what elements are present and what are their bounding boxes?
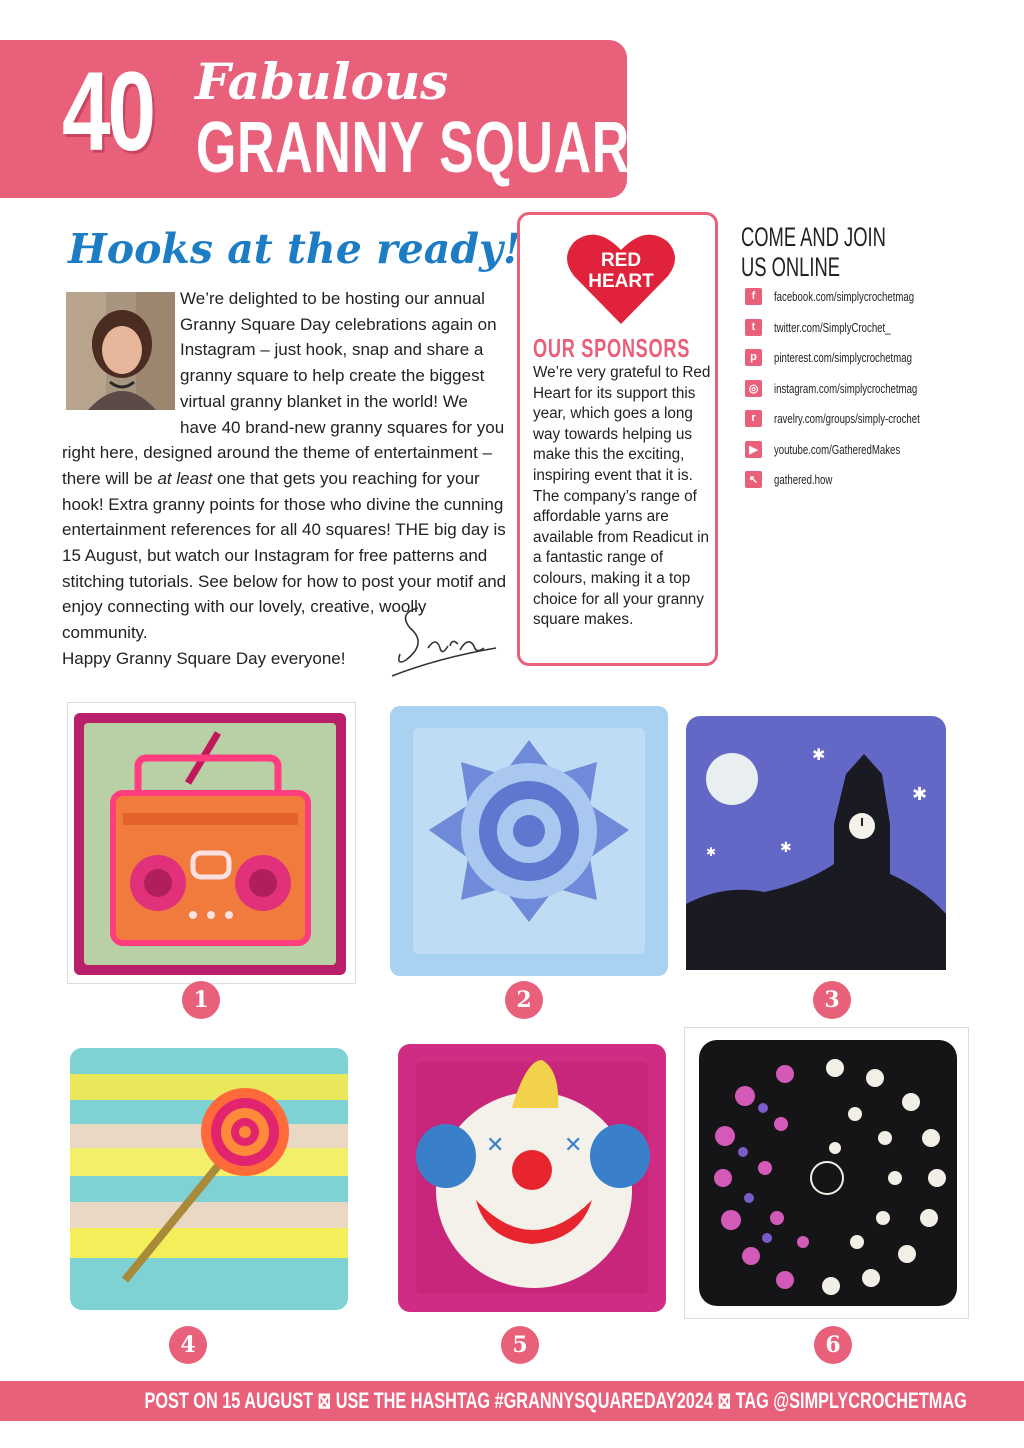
- social-link-text: ravelry.com/groups/simply-crochet: [774, 410, 920, 426]
- social-link-text: pinterest.com/simplycrochetmag: [774, 349, 912, 365]
- social-link-website[interactable]: [745, 470, 853, 488]
- svg-text:✕: ✕: [486, 1133, 505, 1158]
- cursor-icon: ↖: [745, 471, 762, 488]
- header-word-fabulous: Fabulous: [195, 52, 449, 111]
- footer-text: [0, 1381, 1024, 1421]
- granny-square-3: [684, 714, 948, 972]
- header-title: GRANNY SQUARES: [196, 108, 701, 188]
- social-title-line1: COME AND JOIN: [741, 222, 886, 252]
- footer-text-content: POST ON 15 AUGUST ⊠ USE THE HASHTAG #GRANNYSQUAREDAY2024 ⊠ TAG @SIMPLYCROCHETMAG: [144, 1388, 967, 1413]
- square-number-badge: 3: [813, 981, 851, 1019]
- intro-paragraph: We’re delighted to be hosting our annual Granny Square Day celebrations again on Instagram – just hook, snap and share a granny square to help create the biggest virtual granny blanket in the world! We have 40 brand-new granny squares for you right here, designed around the theme of entertainment – there will be at least one that gets you reaching for your hook! Extra granny points for those who divine the cunning entertainment references for all 40 squares! THE big day is 15 August, but watch our Instagram for free patterns and stitching tutorials. See below for how to post your motif and enjoy connecting with our lovely, creative, woolly community. Happy Granny Square Day everyone!: [62, 289, 507, 668]
- granny-square-2: [385, 700, 674, 982]
- svg-text:✱: ✱: [912, 784, 928, 805]
- signature: [388, 598, 498, 678]
- square-number-badge: 1: [182, 981, 220, 1019]
- intro-heading: Hooks at the ready!: [68, 225, 521, 273]
- svg-text:✱: ✱: [812, 745, 826, 764]
- logo-line-heart: HEART: [588, 271, 654, 292]
- twitter-icon: t: [745, 319, 762, 336]
- social-link-text: youtube.com/GatheredMakes: [774, 441, 901, 457]
- granny-square-5: [394, 1040, 670, 1316]
- header-number: 40: [62, 49, 153, 174]
- social-link-pinterest[interactable]: [745, 348, 960, 366]
- square-number-badge: 6: [814, 1326, 852, 1364]
- social-link-twitter[interactable]: [745, 318, 932, 336]
- social-link-text: facebook.com/simplycrochetmag: [774, 288, 915, 304]
- pinterest-icon: p: [745, 349, 762, 366]
- ravelry-icon: r: [745, 410, 762, 427]
- square-number-badge: 2: [505, 981, 543, 1019]
- granny-square-4: [60, 1040, 354, 1315]
- social-link-ravelry[interactable]: [745, 409, 971, 427]
- granny-square-6: [684, 1027, 969, 1319]
- social-link-text: instagram.com/simplycrochetmag: [774, 380, 918, 396]
- facebook-icon: f: [745, 288, 762, 305]
- social-link-text: gathered.how: [774, 471, 833, 487]
- social-link-youtube[interactable]: [745, 440, 945, 458]
- svg-text:✱: ✱: [780, 840, 792, 856]
- square-number-badge: 5: [501, 1326, 539, 1364]
- instagram-icon: ◎: [745, 380, 762, 397]
- granny-square-1: [67, 702, 356, 984]
- square-number-badge: 4: [169, 1326, 207, 1364]
- social-link-facebook[interactable]: [745, 287, 963, 305]
- svg-text:✱: ✱: [706, 845, 717, 859]
- social-link-instagram[interactable]: [745, 379, 968, 397]
- intro-closing: Happy Granny Square Day everyone!: [62, 648, 346, 668]
- social-link-text: twitter.com/SimplyCrochet_: [774, 319, 891, 335]
- sponsor-title: OUR SPONSORS: [533, 333, 691, 363]
- red-heart-logo-text: [566, 250, 676, 292]
- social-title-line2: US ONLINE: [741, 252, 840, 282]
- logo-line-red: RED: [600, 250, 642, 271]
- svg-text:✕: ✕: [564, 1133, 583, 1158]
- social-title: [741, 222, 886, 282]
- youtube-icon: ▶: [745, 441, 762, 458]
- sponsor-body: We’re very grateful to Red Heart for its support this year, which goes a long way towards helping us make this the exciting, inspiring event that it is. The company’s range of affordable yarns are available from Readicut in a fantastic range of colours, making it a top choice for all your granny square makes.: [533, 364, 711, 629]
